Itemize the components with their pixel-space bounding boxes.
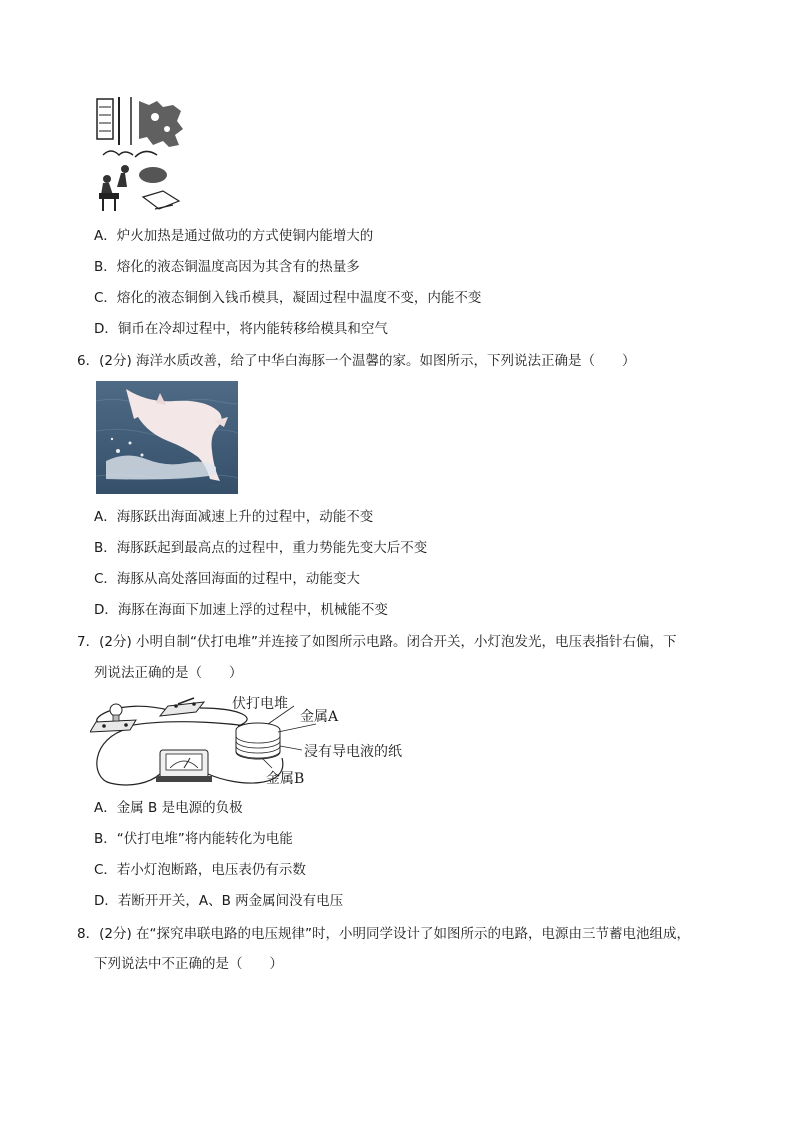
label-metal-b: 金属B — [266, 771, 305, 787]
bulb-icon — [90, 704, 136, 732]
label-metal-a: 金属A — [300, 709, 339, 725]
coin-casting-illustration — [95, 97, 187, 215]
q8-stem-line2: 下列说法中不正确的是（ ） — [94, 956, 283, 972]
q8-stem-line1: 8．(2分) 在“探究串联电路的电压规律”时，小明同学设计了如图所示的电路，电源由三节蓄电池组成， — [77, 926, 690, 942]
q7-stem-line1: 7．(2分) 小明自制“伏打电堆”并连接了如图所示电路。闭合开关，小灯泡发光，电压表指针右偏，下 — [77, 634, 677, 650]
q7-option-c: C．若小灯泡断路，电压表仍有示数 — [94, 862, 306, 878]
label-voltaic-pile: 伏打电堆 — [232, 696, 288, 712]
q7-stem-line2: 列说法正确的是（ ） — [94, 665, 243, 681]
dolphin-photo — [96, 381, 238, 494]
q5-option-b: B．熔化的液态铜温度高因为其含有的热量多 — [94, 259, 360, 275]
q7-option-a: A．金属 B 是电源的负极 — [94, 800, 243, 816]
q6-option-c: C．海豚从高处落回海面的过程中，动能变大 — [94, 571, 360, 587]
voltaic-pile-icon — [236, 723, 280, 759]
voltmeter-icon — [156, 750, 212, 782]
switch-icon — [160, 698, 204, 716]
q6-option-a: A．海豚跃出海面减速上升的过程中，动能不变 — [94, 509, 374, 525]
q6-stem: 6．(2分) 海洋水质改善，给了中华白海豚一个温馨的家。如图所示，下列说法正确是（ ） — [77, 353, 636, 369]
label-conductive-paper: 浸有导电液的纸 — [304, 744, 402, 760]
q6-option-b: B．海豚跃起到最高点的过程中，重力势能先变大后不变 — [94, 540, 428, 556]
q5-option-d: D．铜币在冷却过程中，将内能转移给模具和空气 — [94, 321, 388, 337]
q7-option-d: D．若断开开关，A、B 两金属间没有电压 — [94, 893, 344, 909]
q5-option-a: A．炉火加热是通过做功的方式使铜内能增大的 — [94, 228, 374, 244]
q7-option-b: B．“伏打电堆”将内能转化为电能 — [94, 831, 293, 847]
q5-option-c: C．熔化的液态铜倒入钱币模具，凝固过程中温度不变，内能不变 — [94, 290, 482, 306]
q6-option-d: D．海豚在海面下加速上浮的过程中，机械能不变 — [94, 602, 388, 618]
